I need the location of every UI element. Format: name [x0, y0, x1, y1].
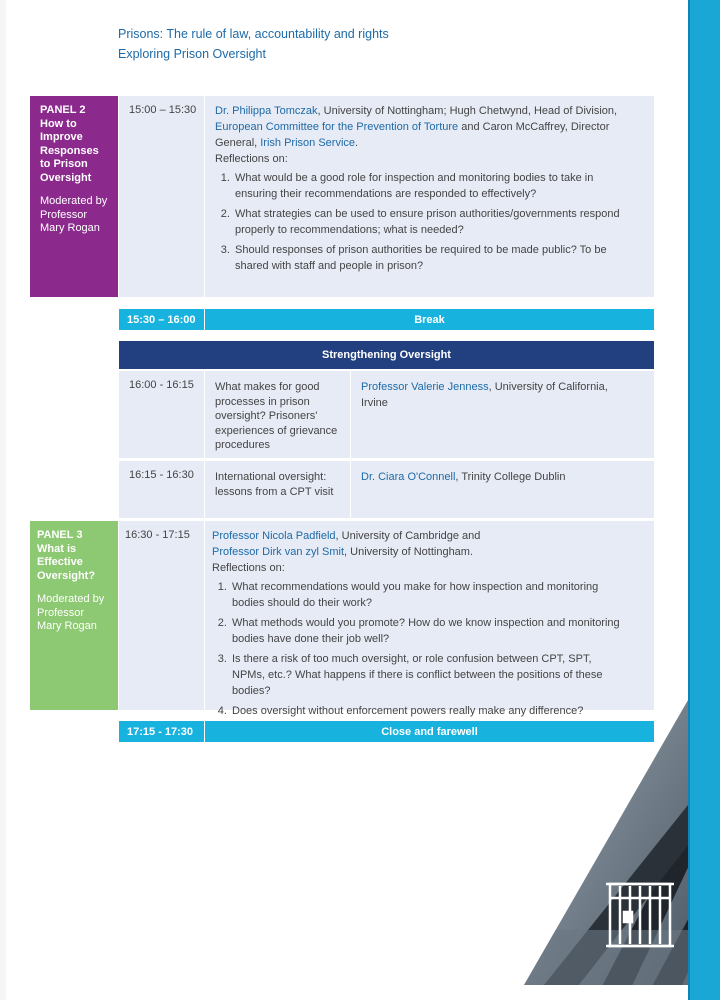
panel3-question: 3. Is there a risk of too much oversight, or role confusion between CPT, SPT, NPMs, etc.? What happens if there is conflict between the positions of these bodies? [230, 651, 624, 699]
panel2-question: 2. What strategies can be used to ensure prison authorities/governments respond properly to recommendations; what is needed? [233, 206, 624, 238]
talk2-time: 16:15 - 16:30 [129, 469, 194, 481]
talk2-affiliation: , Trinity College Dublin [455, 471, 566, 483]
close-time: 17:15 - 17:30 [127, 725, 194, 738]
panel3-content-cell [205, 521, 654, 717]
break-time-cell [119, 309, 204, 330]
talk1-time: 16:00 - 16:15 [129, 379, 194, 391]
panel2-speakers: Dr. Philippa Tomczak, University of Nottingham; Hugh Chetwynd, Head of Division, European Committee for the Prevention of Torture and Caron McCaffrey, Director General, Irish Prison Service. [215, 105, 618, 149]
talk1-topic-cell [205, 371, 350, 458]
panel2-content-cell [205, 96, 654, 297]
header-subtitle: Exploring Prison Oversight [118, 47, 266, 61]
panel2-speaker-link-3[interactable]: Irish Prison Service [260, 137, 356, 149]
panel3-time-cell [119, 521, 204, 710]
panel3-label: PANEL 3 [37, 529, 83, 541]
panel3-speaker-link-2[interactable]: Professor Dirk van zyl Smit [212, 546, 345, 558]
panel2-question: 1. What would be a good role for inspection and monitoring bodies to take in ensuring their recommendations are responded to effectively? [233, 170, 624, 202]
panel2-moderator: Moderated by Professor Mary Rogan [40, 195, 108, 234]
talk1-affiliation: , University of California, Irvine [361, 381, 608, 409]
panel3-speakers: Professor Nicola Padfield, University of Cambridge and Professor Dirk van zyl Smit, University of Nottingham. [212, 530, 481, 558]
talk1-speaker-cell [351, 371, 654, 458]
close-label-cell [205, 721, 654, 742]
panel3-question: 2. What methods would you promote? How do we know inspection and monitoring bodies have done their job well? [230, 615, 624, 647]
panel3-title: What is Effective Oversight? [37, 542, 96, 582]
panel2-label-cell [30, 96, 118, 297]
panel3-label-cell [30, 521, 118, 710]
panel2-speaker-link-2[interactable]: European Committee for the Prevention of Torture [215, 121, 459, 133]
panel2-speaker-link-1[interactable]: Dr. Philippa Tomczak [215, 105, 318, 117]
talk2-topic-cell [205, 461, 350, 518]
section-header [119, 341, 654, 369]
header-title: Prisons: The rule of law, accountability and rights [118, 27, 389, 41]
panel3-question: 1. What recommendations would you make for how inspection and monitoring bodies should do their work? [230, 579, 624, 611]
panel2-label: PANEL 2 [40, 104, 86, 116]
talk1-time-cell [119, 371, 204, 458]
panel2-time-cell [119, 96, 204, 297]
break-time: 15:30 – 16:00 [127, 313, 196, 326]
panel2-time: 15:00 – 15:30 [129, 104, 197, 116]
break-label-cell [205, 309, 654, 330]
talk1-speaker-link[interactable]: Professor Valerie Jenness [361, 381, 489, 393]
document-header [118, 24, 389, 64]
section-title: Strengthening Oversight [322, 349, 451, 361]
panel2-question: 3. Should responses of prison authorities be required to be made public? To be shared with staff and people in prison? [233, 242, 624, 274]
talk2-time-cell [119, 461, 204, 518]
panel2-title: How to Improve Responses to Prison Oversight [40, 117, 99, 184]
talk1-topic: What makes for good processes in prison oversight? Prisoners' experiences of grievance procedures [215, 381, 338, 451]
panel3-speaker-link-1[interactable]: Professor Nicola Padfield [212, 530, 336, 542]
panel2-reflections-label: Reflections on: [215, 153, 288, 165]
panel3-questions [212, 579, 624, 719]
break-label: Break [414, 313, 445, 326]
talk2-speaker-link[interactable]: Dr. Ciara O'Connell [361, 471, 456, 483]
panel2-questions [215, 170, 624, 274]
panel3-reflections-label: Reflections on: [212, 562, 285, 574]
panel3-moderator: Moderated by Professor Mary Rogan [37, 593, 105, 632]
close-label: Close and farewell [381, 725, 478, 738]
talk2-topic: International oversight: lessons from a CPT visit [215, 471, 334, 498]
panel3-question: 4. Does oversight without enforcement powers really make any difference? [230, 703, 624, 719]
panel3-time: 16:30 - 17:15 [125, 529, 190, 541]
close-time-cell [119, 721, 204, 742]
talk2-speaker-cell [351, 461, 654, 518]
